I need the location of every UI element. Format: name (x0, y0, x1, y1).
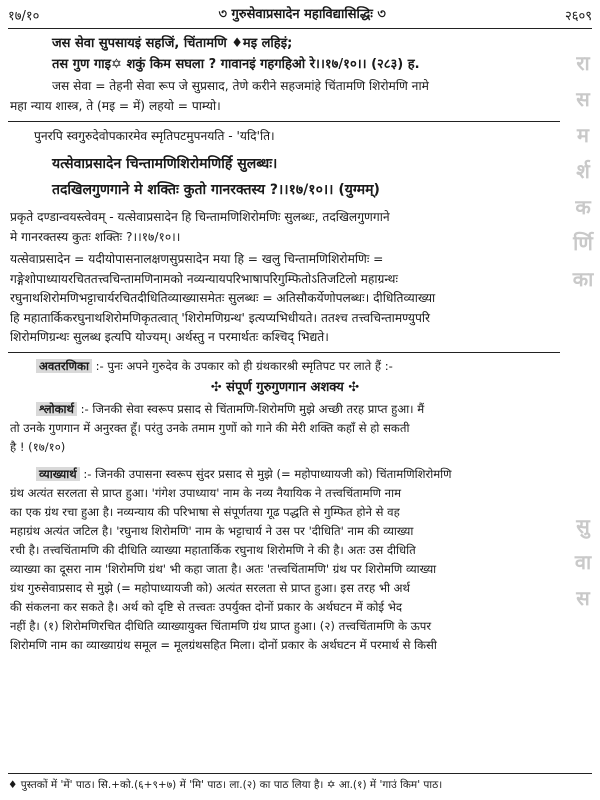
gujarati-commentary (52, 77, 560, 97)
shlokartha-line: है ! (१७/१०) (10, 440, 66, 454)
avataranika (36, 357, 560, 376)
prakrite-block (10, 208, 560, 247)
verse-line-2: तस गुण गाइ✡ शकुं किम सघला ? गावानइं गहगहिओ रे।।१७/१०।। (२८३) ह. (52, 57, 420, 72)
gloss-line: गङ्गेशोपाध्यायरचिततत्त्वचिन्तामणिनामको नव्यन्यायपरिभाषापरिगुम्फितोऽतिजटिलो महाग्रन्थः (10, 271, 398, 286)
gujarati-commentary-2 (10, 97, 560, 117)
sanskrit-verse (52, 151, 560, 203)
shlokartha-label: श्लोकार्थ (36, 402, 77, 416)
section-heading-block (10, 378, 560, 398)
sanskrit-gloss (10, 250, 560, 348)
vyakhyartha-line: महाग्रंथ अत्यंत जटिल है। 'रघुनाथ शिरोमणि' नाम के भट्टाचार्य ने उस पर 'दीधिति' नाम की व्याख्या (10, 524, 414, 538)
section-rule-2 (8, 352, 560, 353)
watermark-letter: म (577, 123, 589, 147)
section-rule-1 (8, 121, 560, 122)
sanskrit-verse-line-1: यत्सेवाप्रसादेन चिन्तामणिशिरोमणिर्हि सुलब्धः। (52, 156, 278, 172)
footnote: ♦ पुस्तकों में 'में' पाठ। सि.+को.(६+९+७) में 'मि' पाठ। ला.(२) का पाठ लिया है। ✡ आ.(१) में 'गाउं किम' पाठ। (8, 779, 443, 791)
vyakhyartha-line: व्याख्या का दूसरा नाम 'शिरोमणि ग्रंथ' भी कहा जाता है। अतः 'तत्त्वचिंतामणि' ग्रंथ पर शिरोमणि व्याख्या (10, 562, 437, 576)
vyakhyartha-line: ग्रंथ गुरुसेवाप्रसाद से मुझे (= महोपाध्यायजी को) अत्यंत सरलता से प्राप्त हुआ। इस तरह भी अर्थ (10, 581, 410, 595)
vyakhyartha-line: नहीं है। (१) शिरोमणिरचित दीधिति व्याख्यायुक्त चिंतामणि ग्रंथ प्राप्त हुआ। (२) तत्त्वचिंतामणि के ऊपर (10, 619, 432, 633)
gujarati-verse (52, 33, 560, 75)
watermark-letter: का (572, 267, 594, 291)
watermark-letter: सु (576, 514, 590, 538)
sanskrit-verse-line-2: तदखिलगुणगाने मे शक्तिः कुतो गानरक्तस्य ?।।१७/१०।। (युग्मम्) (52, 182, 380, 198)
gloss-line: रघुनाथशिरोमणिभट्टाचार्यरचितदीधितिव्याख्यासमेतः सुलब्धः = अतिसौकर्येणोपलब्धः। दीधितिव्याख्या (10, 291, 436, 305)
sanskrit-intro (34, 127, 560, 147)
footnote-rule (8, 773, 592, 774)
vyakhyartha (10, 465, 560, 655)
gloss-line: शिरोमणिग्रन्थः सुलब्ध इत्यपि योज्यम्। अर्थस्तु न परमार्थतः कश्चिद् भिद्यते। (10, 330, 329, 344)
page-header (8, 4, 592, 26)
watermark-letter: क (575, 195, 591, 219)
gloss-line: हि महातार्किकरघुनाथशिरोमणिकृतत्वात् 'शिरोमणिग्रन्थ' इत्यप्यभिधीयते। ततश्च तत्त्वचिन्तामण्युपरि (10, 310, 431, 325)
shlokartha-line: तो उनके गुणगान में अनुरक्त हूँ। परंतु उनके तमाम गुणों को गाने की मेरी शक्ति कहाँ से हो सकती (10, 421, 410, 435)
vyakhyartha-line: का एक ग्रंथ रचा हुआ है। नव्यन्याय की परिभाषा से संपूर्णतया गूढ पद्धति से गुम्फित होने से वह (10, 505, 400, 519)
gloss-line: यत्सेवाप्रसादेन = यदीयोपासनालक्षणसुप्रसादेन मया हि = खलु चिन्तामणिशिरोमणिः = (10, 252, 384, 266)
prakrite-line-2: मे गानरक्तस्य कुतः शक्तिः ?।।१७/१०।। (10, 229, 181, 244)
vyakhyartha-line: ग्रंथ अत्यंत सरलता से प्राप्त हुआ। 'गंगेश उपाध्याय' नाम के नव्य नैयायिक ने तत्त्वचिंतामणि नाम (10, 486, 402, 500)
vyakhyartha-line: की संकलना कर सकते है। अर्थ को दृष्टि से तत्त्वतः उपर्युक्त दोनों प्रकार के अर्थघटन में कोई भेद (10, 600, 403, 614)
watermark-letter: स (576, 87, 590, 111)
running-title: ৩ गुरुसेवाप्रसादेन महाविद्यासिद्धिः ৩ (218, 7, 386, 22)
watermark-letter: वा (574, 550, 592, 574)
avataranika-label: अवतरणिका (36, 359, 92, 373)
vyakhyartha-line: :- जिनकी उपासना स्वरूप सुंदर प्रसाद से मुझे (= महोपाध्यायजी को) चिंतामणिशिरोमणि (83, 467, 452, 481)
right-page-number: २६०९ (564, 9, 592, 24)
avataranika-text: :- पुनः अपने गुरुदेव के उपकार को ही ग्रंथकारश्री स्मृतिपट पर लाते हैं :- (95, 359, 393, 373)
section-heading: ✣ संपूर्ण गुरुगुणगान अशक्य ✣ (210, 380, 360, 395)
watermark-letter: रा (576, 51, 590, 75)
watermark-letter: स (576, 586, 590, 610)
prakrite-line-1: प्रकृते दण्डान्वयस्त्वेवम् - यत्सेवाप्रसादेन हि चिन्तामणिशिरोमणिः सुलब्धः, तदखिलगुणगाने (10, 210, 390, 224)
watermark-letter: र्श (576, 159, 590, 183)
header-rule (8, 28, 592, 29)
verse-line-1: जस सेवा सुपसायइं सहजिं, चिंतामणि ♦मइ लहिइं; (52, 36, 293, 51)
side-watermark-top (570, 45, 596, 297)
left-page-number: १७/१० (8, 9, 40, 24)
shlokartha-line: :- जिनकी सेवा स्वरूप प्रसाद से चिंतामणि-शिरोमणि मुझे अच्छी तरह प्राप्त हुआ। मैं (80, 402, 425, 416)
commentary-line-2: महा न्याय शास्त्र, ते (मइ = में) लहयो = पाम्यो। (10, 99, 221, 113)
commentary-line-1: जस सेवा = तेहनी सेवा रूप जे सुप्रसाद, तेणे करीने सहजमांहे चिंतामणि शिरोमणि नामे (52, 79, 429, 93)
vyakhyartha-line: रची है। तत्त्वचिंतामणि की दीधिति व्याख्या महातार्किक रघुनाथ शिरोमणि ने की है। अतः उस दीधिति (10, 543, 416, 557)
vyakhyartha-label: व्याख्यार्थ (36, 467, 80, 481)
vyakhyartha-line: शिरोमणि नाम का व्याख्याग्रंथ समूल = मूलग्रंथसहित मिला। दोनों प्रकार के अर्थघटन में परमार्थ से किसी (10, 638, 437, 652)
sanskrit-intro-line: पुनरपि स्वगुरुदेवोपकारमेव स्मृतिपटमुपनयति - 'यदि'ति। (34, 129, 275, 143)
shlokartha (10, 400, 560, 457)
watermark-letter: र्णि (573, 231, 593, 255)
side-watermark-bottom (570, 508, 596, 616)
